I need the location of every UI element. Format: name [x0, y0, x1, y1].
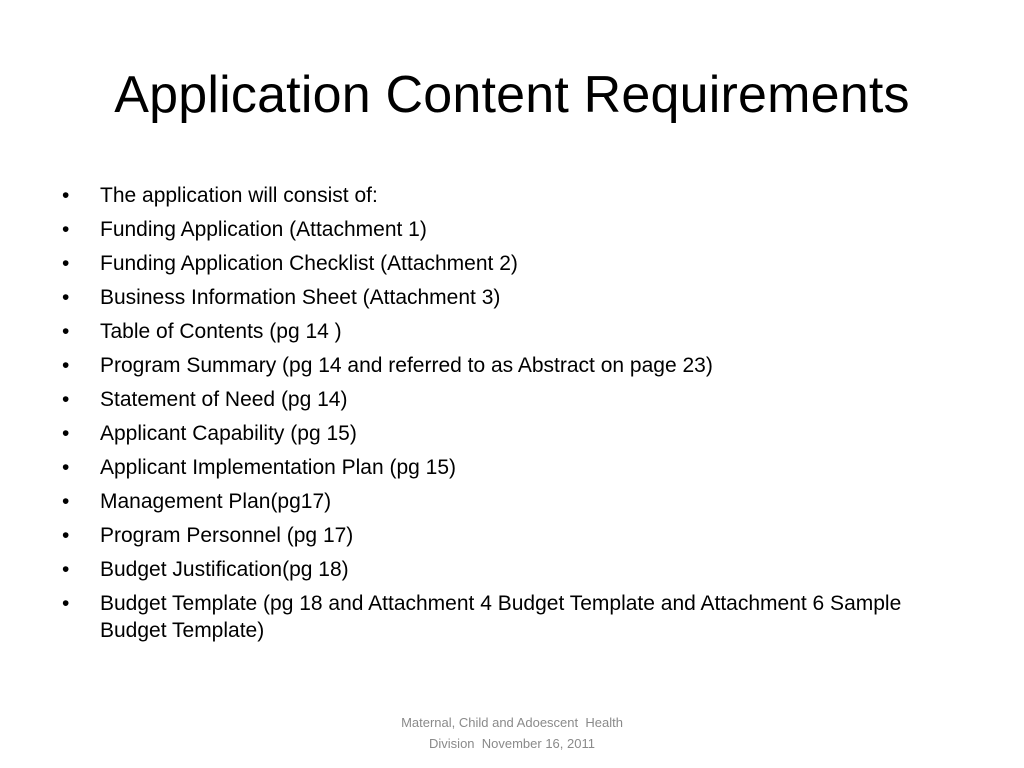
bullet-text: Program Summary (pg 14 and referred to as Abstract on page 23) [100, 354, 713, 377]
list-item [62, 216, 962, 243]
bullet-text: The application will consist of: [100, 184, 378, 207]
list-item [62, 250, 962, 277]
list-item [62, 352, 962, 379]
list-item [62, 284, 962, 311]
list-item [62, 420, 962, 447]
bullet-text: Statement of Need (pg 14) [100, 388, 348, 411]
bullet-icon: • [62, 422, 70, 445]
bullet-text: Business Information Sheet (Attachment 3) [100, 286, 501, 309]
footer-line: Maternal, Child and Adoescent Health [401, 715, 623, 730]
slide-footer [0, 712, 1024, 754]
list-item [62, 522, 962, 549]
bullet-icon: • [62, 354, 70, 377]
footer-line: Division November 16, 2011 [429, 736, 595, 751]
list-item [62, 318, 962, 345]
bullet-text: Applicant Implementation Plan (pg 15) [100, 456, 457, 479]
bullet-text: Funding Application Checklist (Attachment 2) [100, 252, 518, 275]
list-item [62, 556, 962, 583]
bullet-text: Budget Template (pg 18 and Attachment 4 Budget Template and Attachment 6 Sample Budget Template) [100, 592, 902, 642]
bullet-icon: • [62, 218, 70, 241]
bullet-icon: • [62, 388, 70, 411]
bullet-text: Table of Contents (pg 14 ) [100, 320, 342, 343]
list-item [62, 182, 962, 209]
list-item [62, 488, 962, 515]
bullet-text: Funding Application (Attachment 1) [100, 218, 427, 241]
bullet-text: Applicant Capability (pg 15) [100, 422, 357, 445]
bullet-icon: • [62, 558, 70, 581]
bullet-icon: • [62, 252, 70, 275]
list-item [62, 386, 962, 413]
bullet-icon: • [62, 490, 70, 513]
bullet-icon: • [62, 524, 70, 547]
bullet-text: Program Personnel (pg 17) [100, 524, 354, 547]
bullet-text: Budget Justification(pg 18) [100, 558, 349, 581]
bullet-icon: • [62, 320, 70, 343]
list-item [62, 454, 962, 481]
slide-title: Application Content Requirements [114, 66, 910, 124]
bullet-icon: • [62, 286, 70, 309]
bullet-text: Management Plan(pg17) [100, 490, 332, 513]
list-item [62, 590, 962, 644]
bullet-icon: • [62, 456, 70, 479]
bullet-icon: • [62, 184, 70, 207]
bullet-icon: • [62, 592, 70, 615]
bullet-list [62, 182, 962, 651]
